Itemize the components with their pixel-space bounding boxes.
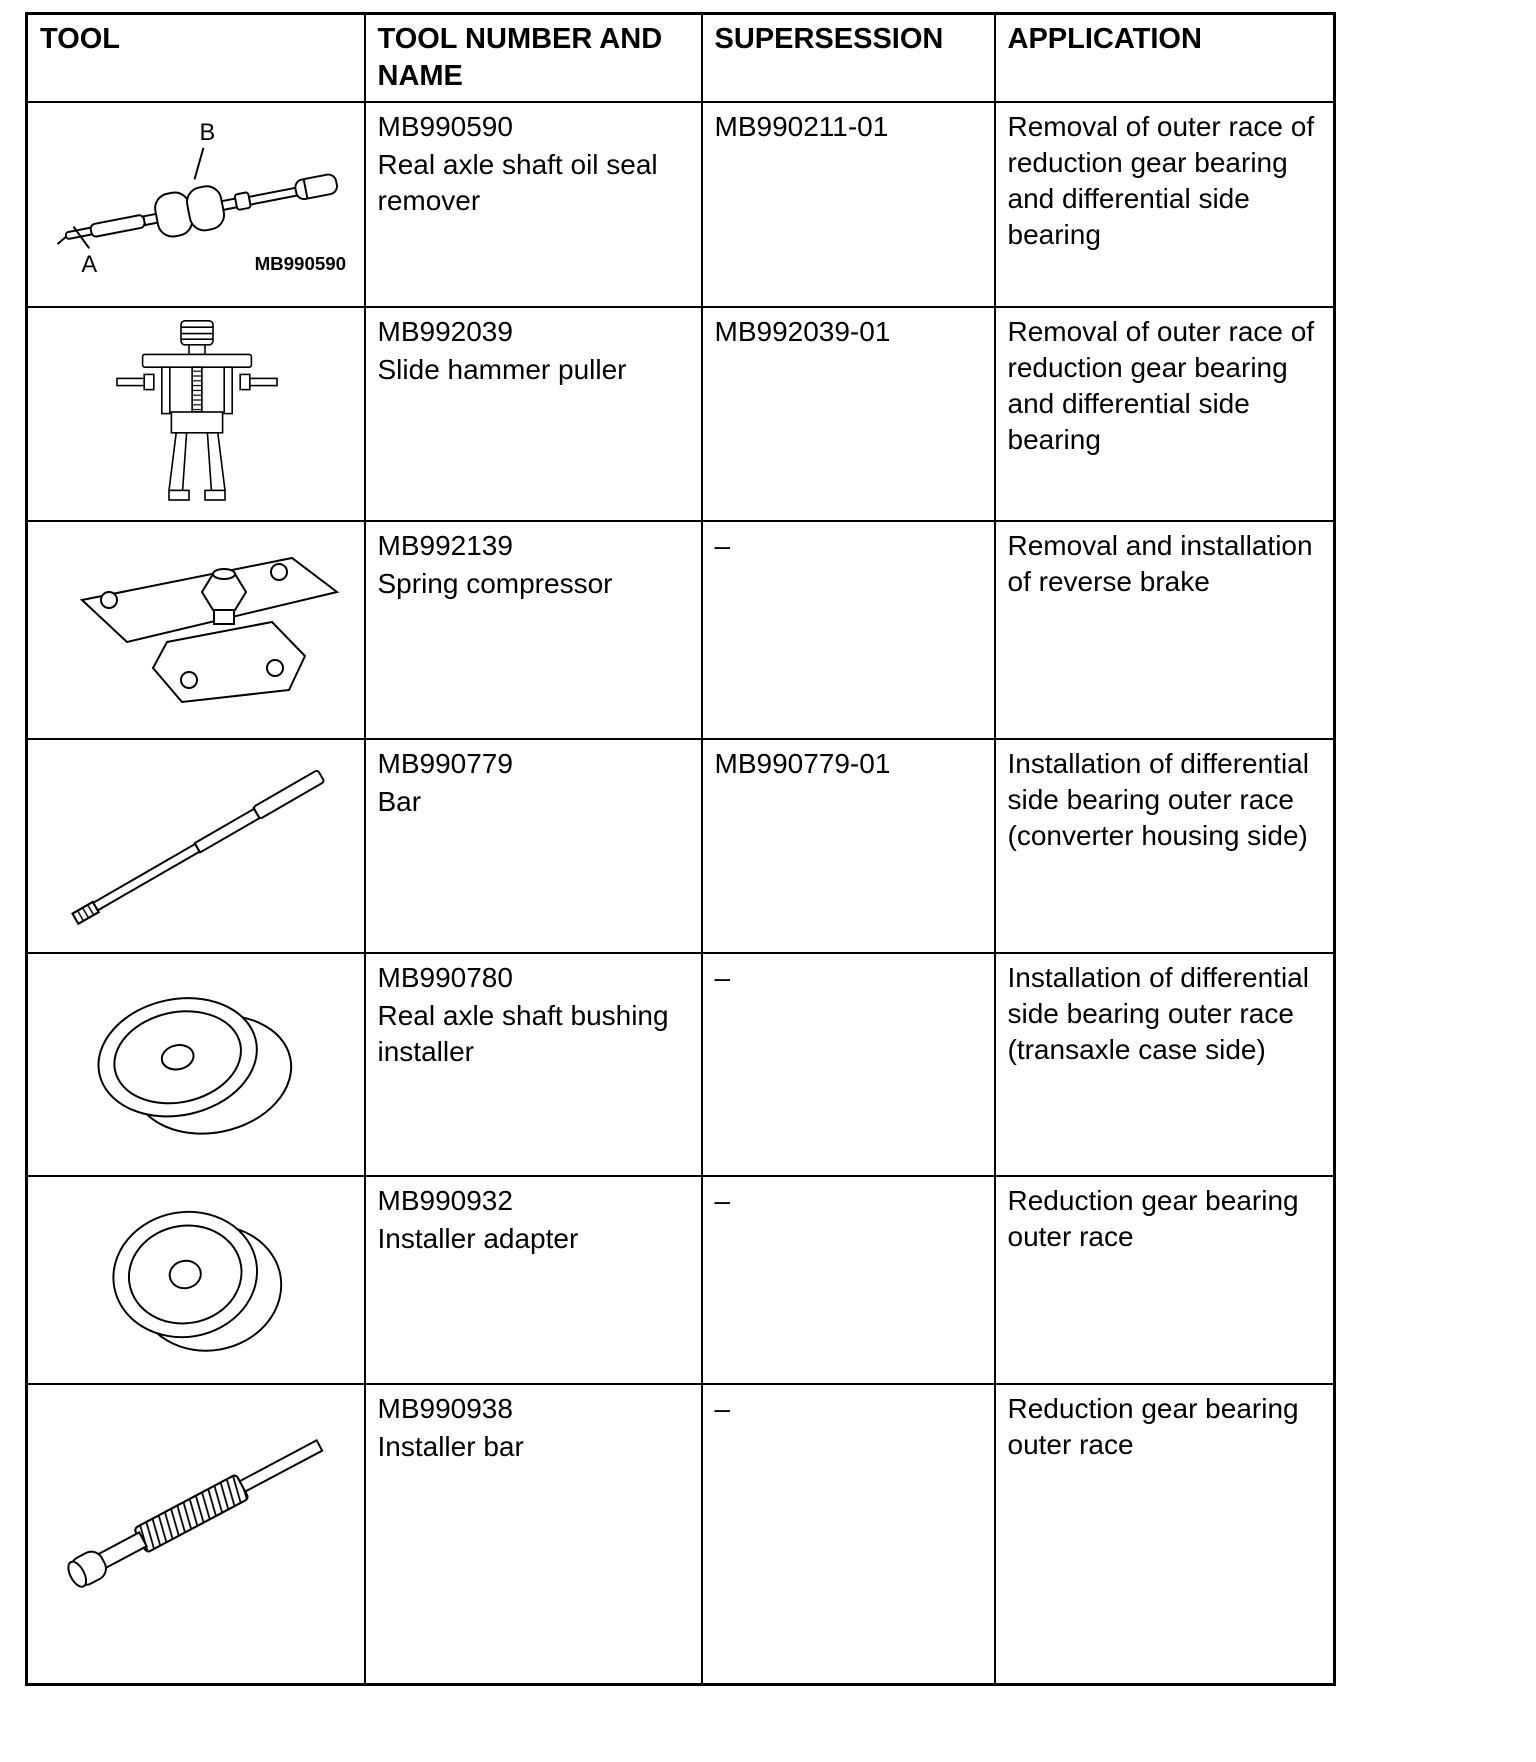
installer-adapter-icon <box>84 1185 309 1375</box>
tool-name: Spring compressor <box>377 568 613 600</box>
tool-number: MB992039 <box>377 316 513 348</box>
tool-number: MB992139 <box>377 530 513 562</box>
table-row <box>27 1176 1335 1384</box>
tool-number-name-cell <box>365 1176 702 1384</box>
pointer-label-a: A <box>81 252 98 279</box>
tool-illustration-cell <box>27 521 365 739</box>
slide-hammer-puller-icon <box>91 316 303 512</box>
application-cell: Reduction gear bearing outer race <box>995 1384 1335 1684</box>
supersession-cell: – <box>702 1176 995 1384</box>
application-cell: Installation of differential side bearing outer race (transaxle case side) <box>995 953 1335 1176</box>
table-row <box>27 953 1335 1176</box>
tool-number: MB990779 <box>377 748 513 780</box>
tool-illustration-cell <box>27 1384 365 1684</box>
table-row <box>27 739 1335 953</box>
tool-illustration-cell <box>27 307 365 521</box>
pointer-label-b: B <box>199 120 216 147</box>
application-cell: Reduction gear bearing outer race <box>995 1176 1335 1384</box>
tool-name: Real axle shaft bushing installer <box>377 1000 669 1067</box>
tool-name: Slide hammer puller <box>377 354 627 386</box>
tool-name: Real axle shaft oil seal remover <box>377 149 658 216</box>
application-cell: Removal and installation of reverse brake <box>995 521 1335 739</box>
tool-number: MB990932 <box>377 1185 513 1217</box>
header-supersession: SUPERSESSION <box>702 14 995 103</box>
installer-bar-icon <box>40 1393 355 1633</box>
tool-illustration-cell <box>27 739 365 953</box>
spring-compressor-icon <box>47 530 347 730</box>
tool-number-name-cell <box>365 953 702 1176</box>
table-row <box>27 1384 1335 1684</box>
supersession-cell: MB990211-01 <box>702 102 995 307</box>
tool-illustration-cell <box>27 102 365 307</box>
tool-number: MB990780 <box>377 962 513 994</box>
application-cell: Installation of differential side bearing outer race (converter housing side) <box>995 739 1335 953</box>
tool-number-name-cell <box>365 521 702 739</box>
special-tools-table <box>25 12 1336 1686</box>
tool-name: Bar <box>377 786 422 818</box>
supersession-cell: – <box>702 521 995 739</box>
tool-number-name-cell <box>365 307 702 521</box>
header-tool: TOOL <box>27 14 365 103</box>
application-cell: Removal of outer race of reduction gear bearing and differential side bearing <box>995 307 1335 521</box>
table-row <box>27 307 1335 521</box>
table-header-row <box>27 14 1335 103</box>
header-tool-number-name: TOOL NUMBER AND NAME <box>365 14 702 103</box>
tool-illustration-cell <box>27 1176 365 1384</box>
header-application: APPLICATION <box>995 14 1335 103</box>
supersession-cell: MB990779-01 <box>702 739 995 953</box>
tool-number-name-cell <box>365 1384 702 1684</box>
tool-number: MB990938 <box>377 1393 513 1425</box>
supersession-cell: – <box>702 953 995 1176</box>
table-row <box>27 521 1335 739</box>
table-row <box>27 102 1335 307</box>
rear-axle-shaft-bushing-installer-icon <box>79 962 314 1167</box>
tool-name: Installer bar <box>377 1431 524 1463</box>
rear-axle-shaft-oil-seal-remover-icon <box>40 111 355 296</box>
tool-number-name-cell <box>365 102 702 307</box>
tool-number-name-cell <box>365 739 702 953</box>
supersession-cell: – <box>702 1384 995 1684</box>
bar-icon <box>40 748 355 944</box>
application-cell: Removal of outer race of reduction gear bearing and differential side bearing <box>995 102 1335 307</box>
tool-caption: MB990590 <box>254 253 347 275</box>
tool-number: MB990590 <box>377 111 513 143</box>
supersession-cell: MB992039-01 <box>702 307 995 521</box>
tool-illustration-cell <box>27 953 365 1176</box>
tool-name: Installer adapter <box>377 1223 579 1255</box>
